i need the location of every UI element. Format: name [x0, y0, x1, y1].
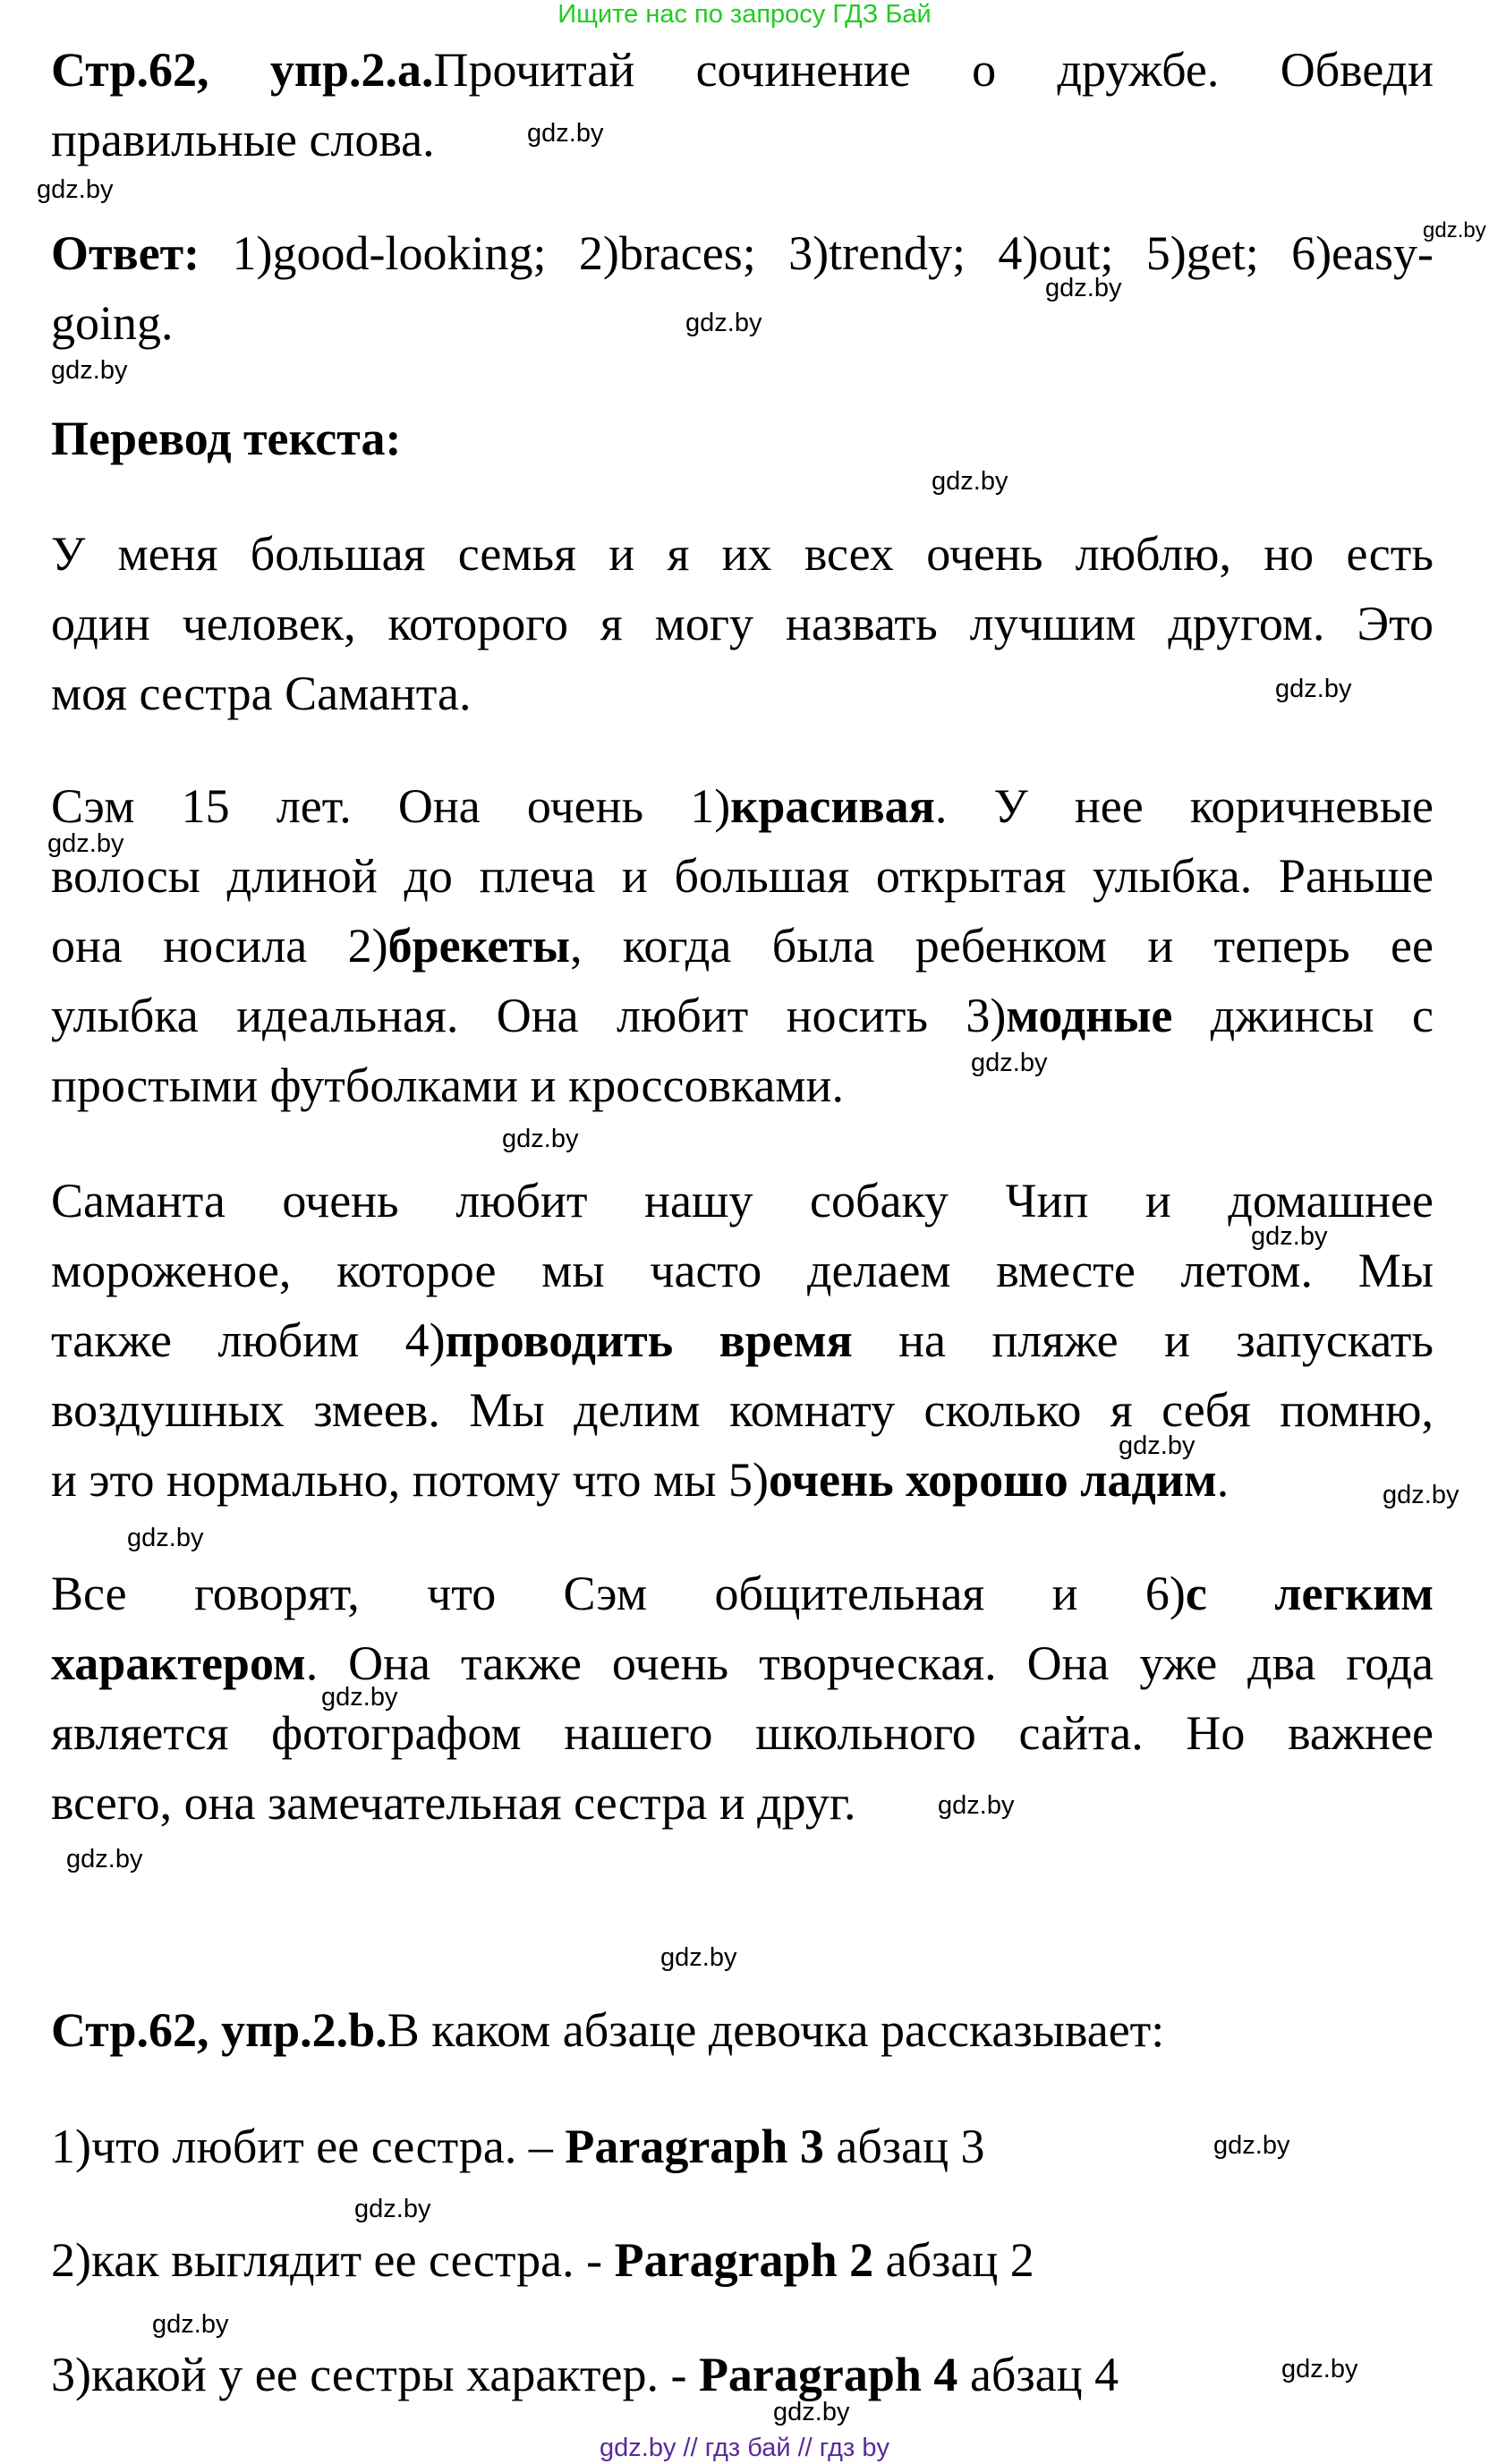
watermark: gdz.by [685, 309, 762, 337]
text-line [51, 105, 1434, 174]
bold-text: Paragraph 2 [614, 2233, 874, 2287]
paragraph-2 [51, 771, 1434, 1120]
text-line [51, 2225, 1434, 2295]
text: воздушных змеев. Мы делим комнату сколько я себя помню, [51, 1383, 1434, 1437]
watermark: gdz.by [1045, 274, 1122, 302]
text: Саманта очень любит нашу собаку Чип и домашнее [51, 1174, 1434, 1228]
watermark: gdz.by [1423, 218, 1486, 242]
text: один человек, которого я могу назвать лучшим другом. Это [51, 597, 1434, 650]
task-2b [51, 1995, 1434, 2065]
watermark: gdz.by [127, 1524, 204, 1552]
bold-text: характером [51, 1636, 306, 1690]
bold-text: с легким [1185, 1567, 1434, 1620]
text-line [51, 1559, 1434, 1628]
watermark: gdz.by [47, 829, 124, 858]
text: абзац 4 [957, 2348, 1119, 2401]
text-line [51, 589, 1434, 658]
text-line [51, 771, 1434, 841]
bold-text: модные [1006, 989, 1173, 1042]
text: джинсы с [1172, 989, 1434, 1042]
text: она носила 2) [51, 919, 388, 973]
watermark: gdz.by [51, 356, 128, 385]
watermark: gdz.by [321, 1683, 398, 1712]
text-line [51, 1445, 1434, 1515]
bold-text: Ответ: [51, 226, 233, 280]
text: волосы длиной до плеча и большая открытая улыбка. Раньше [51, 849, 1434, 903]
text-line [51, 1236, 1434, 1305]
text: 1)что любит ее сестра. – [51, 2120, 566, 2173]
watermark: gdz.by [660, 1943, 737, 1972]
watermark: gdz.by [152, 2310, 229, 2339]
text-line [51, 1698, 1434, 1768]
watermark: gdz.by [527, 119, 604, 148]
text-line [51, 1375, 1434, 1445]
text-line [51, 404, 1434, 473]
watermark: gdz.by [1281, 2355, 1358, 2383]
watermark: gdz.by [932, 467, 1008, 496]
text-line [51, 841, 1434, 911]
text: У меня большая семья и я их всех очень люблю, но есть [51, 527, 1434, 581]
translation-heading [51, 404, 1434, 473]
text-line [51, 1995, 1434, 2065]
text: Прочитай сочинение о дружбе. Обведи [433, 43, 1434, 97]
paragraph-1 [51, 519, 1434, 728]
text: 2)как выглядит ее сестра. - [51, 2233, 615, 2287]
answer-item-3 [51, 2340, 1434, 2409]
text: , когда была ребенком и теперь ее [570, 919, 1434, 973]
bold-text: Paragraph 4 [698, 2348, 958, 2401]
text: на пляже и запускать [852, 1313, 1434, 1367]
text: является фотографом нашего школьного сайта. Но важнее [51, 1706, 1434, 1760]
text-line [51, 911, 1434, 981]
text-line [51, 1305, 1434, 1375]
text: правильные слова. [51, 113, 435, 166]
text: улыбка идеальная. Она любит носить 3) [51, 989, 1007, 1042]
text-line [51, 218, 1434, 288]
text: моя сестра Саманта. [51, 667, 472, 720]
watermark: gdz.by [1383, 1481, 1459, 1509]
text: Сэм 15 лет. Она очень 1) [51, 779, 731, 833]
text: Все говорят, что Сэм общительная и 6) [51, 1567, 1186, 1620]
text-line [51, 1768, 1434, 1838]
text-line [51, 981, 1434, 1050]
text-line [51, 35, 1434, 105]
text: простыми футболками и кроссовками. [51, 1058, 844, 1112]
bold-text: очень хорошо ладим [768, 1453, 1217, 1507]
paragraph-3 [51, 1166, 1434, 1515]
watermark: gdz.by [971, 1049, 1048, 1077]
text: всего, она замечательная сестра и друг. [51, 1776, 856, 1830]
watermark: gdz.by [773, 2398, 850, 2426]
text: 3)какой у ее сестры характер. - [51, 2348, 699, 2401]
search-hint-link[interactable]: Ищите нас по запросу ГДЗ Бай [557, 0, 932, 29]
bold-text: Перевод текста: [51, 412, 402, 465]
text-line [51, 1166, 1434, 1236]
text: также любим 4) [51, 1313, 446, 1367]
text-line [51, 1050, 1434, 1120]
text-line [51, 519, 1434, 589]
text: абзац 3 [823, 2120, 985, 2173]
bold-text: проводить время [445, 1313, 853, 1367]
text: going. [51, 296, 174, 350]
watermark: gdz.by [354, 2195, 431, 2223]
bold-text: Стр.62, упр.2.b. [51, 2003, 387, 2057]
text: мороженое, которое мы часто делаем вместе летом. Мы [51, 1244, 1434, 1297]
bold-text: Paragraph 3 [565, 2120, 824, 2173]
bold-text: красивая [730, 779, 935, 833]
text: . [1216, 1453, 1229, 1507]
watermark: gdz.by [1213, 2131, 1290, 2160]
footer-links[interactable]: gdz.by // гдз бай // гдз by [600, 2434, 889, 2462]
text: 1)good-looking; 2)braces; 3)trendy; 4)out; 5)get; 6)easy- [232, 226, 1434, 280]
answer-item-2 [51, 2225, 1434, 2295]
paragraph-4 [51, 1559, 1434, 1838]
text: абзац 2 [873, 2233, 1034, 2287]
text-line [51, 1628, 1434, 1698]
bold-text: брекеты [387, 919, 571, 973]
task-2a [51, 35, 1434, 174]
watermark: gdz.by [1251, 1222, 1328, 1251]
text: В каком абзаце девочка рассказывает: [387, 2003, 1165, 2057]
watermark: gdz.by [1119, 1432, 1195, 1460]
text-line [51, 658, 1434, 728]
watermark: gdz.by [502, 1125, 579, 1153]
text: . Она также очень творческая. Она уже два года [305, 1636, 1434, 1690]
watermark: gdz.by [37, 175, 114, 204]
text-line [51, 2340, 1434, 2409]
watermark: gdz.by [1275, 675, 1352, 703]
watermark: gdz.by [66, 1845, 143, 1873]
bold-text: Стр.62, упр.2.a. [51, 43, 434, 97]
text: и это нормально, потому что мы 5) [51, 1453, 769, 1507]
watermark: gdz.by [938, 1791, 1015, 1820]
text: . У нее коричневые [934, 779, 1434, 833]
